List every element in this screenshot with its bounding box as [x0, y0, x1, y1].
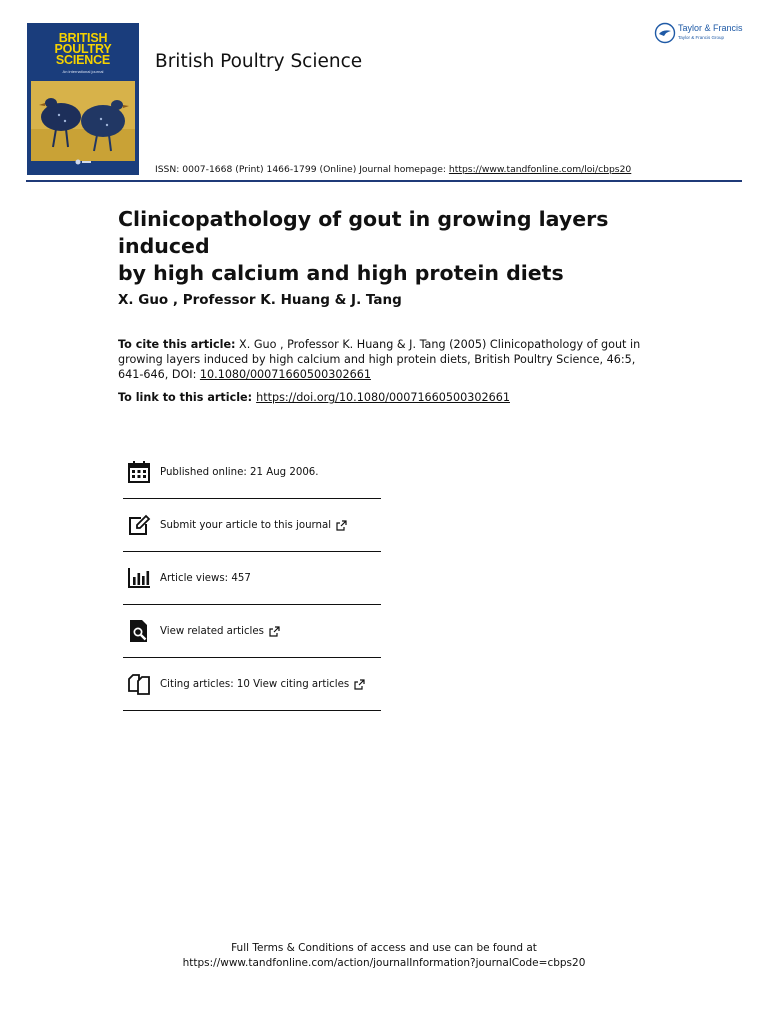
journal-homepage-link[interactable]: https://www.tandfonline.com/loi/cbps20 [448, 164, 632, 175]
taylor-francis-logo-icon [654, 22, 676, 44]
cite-text: X. Guo , Professor K. Huang & J. Tang (2005) Clinicopathology of gout in growing layers induced by high calcium and high protein diets, British Poultry Science, 46:5, 641-646, DOI: [118, 338, 641, 381]
terms-footer [0, 941, 768, 971]
article-views-row [123, 552, 381, 605]
article-views-text: Article views: 457 [160, 572, 251, 584]
article-info-list [123, 446, 381, 711]
publisher-name: Taylor & Francis [678, 23, 743, 33]
external-link-icon [336, 520, 347, 531]
search-document-icon [126, 618, 152, 644]
related-articles-link[interactable]: View related articles [160, 625, 264, 637]
published-online-row [123, 446, 381, 499]
published-online-text: Published online: 21 Aug 2006. [160, 466, 319, 478]
citing-articles-link[interactable]: Citing articles: 10 View citing articles [160, 678, 350, 690]
submit-article-link[interactable]: Submit your article to this journal [160, 519, 332, 531]
submit-article-row[interactable] [123, 499, 381, 552]
article-link-block [118, 391, 510, 404]
link-label: To link to this article: [118, 391, 253, 404]
terms-line: Full Terms & Conditions of access and use can be found at [231, 942, 537, 954]
cover-title: BRITISH POULTRY SCIENCE [54, 31, 112, 67]
journal-cover-image [27, 23, 139, 175]
citation-block [118, 337, 643, 382]
edit-icon [126, 512, 152, 538]
citing-articles-row[interactable] [123, 658, 381, 711]
header-divider [26, 180, 742, 182]
cite-doi-link[interactable]: 10.1080/00071660500302661 [199, 368, 371, 381]
issn-text: ISSN: 0007-1668 (Print) 1466-1799 (Online) Journal homepage: [155, 164, 449, 175]
external-link-icon [354, 679, 365, 690]
journal-name: British Poultry Science [155, 51, 363, 72]
related-articles-row[interactable] [123, 605, 381, 658]
terms-url[interactable]: https://www.tandfonline.com/action/journalInformation?journalCode=cbps20 [182, 957, 586, 969]
article-doi-link[interactable]: https://doi.org/10.1080/00071660500302661 [256, 391, 510, 404]
cover-publisher-logo [75, 159, 91, 165]
external-link-icon [269, 626, 280, 637]
issn-line [155, 164, 631, 175]
bar-chart-icon [126, 565, 152, 591]
documents-icon [126, 671, 152, 697]
cite-label: To cite this article: [118, 338, 236, 351]
article-authors: X. Guo , Professor K. Huang & J. Tang [118, 292, 402, 308]
publisher-group: Taylor & Francis Group [678, 35, 725, 40]
cover-birds-illustration [31, 81, 135, 161]
cover-subtitle: An international journal [62, 69, 104, 74]
article-title: Clinicopathology of gout in growing layers induced by high calcium and high protein diets [118, 207, 609, 285]
calendar-icon [126, 459, 152, 485]
publisher-logo[interactable] [654, 22, 746, 46]
